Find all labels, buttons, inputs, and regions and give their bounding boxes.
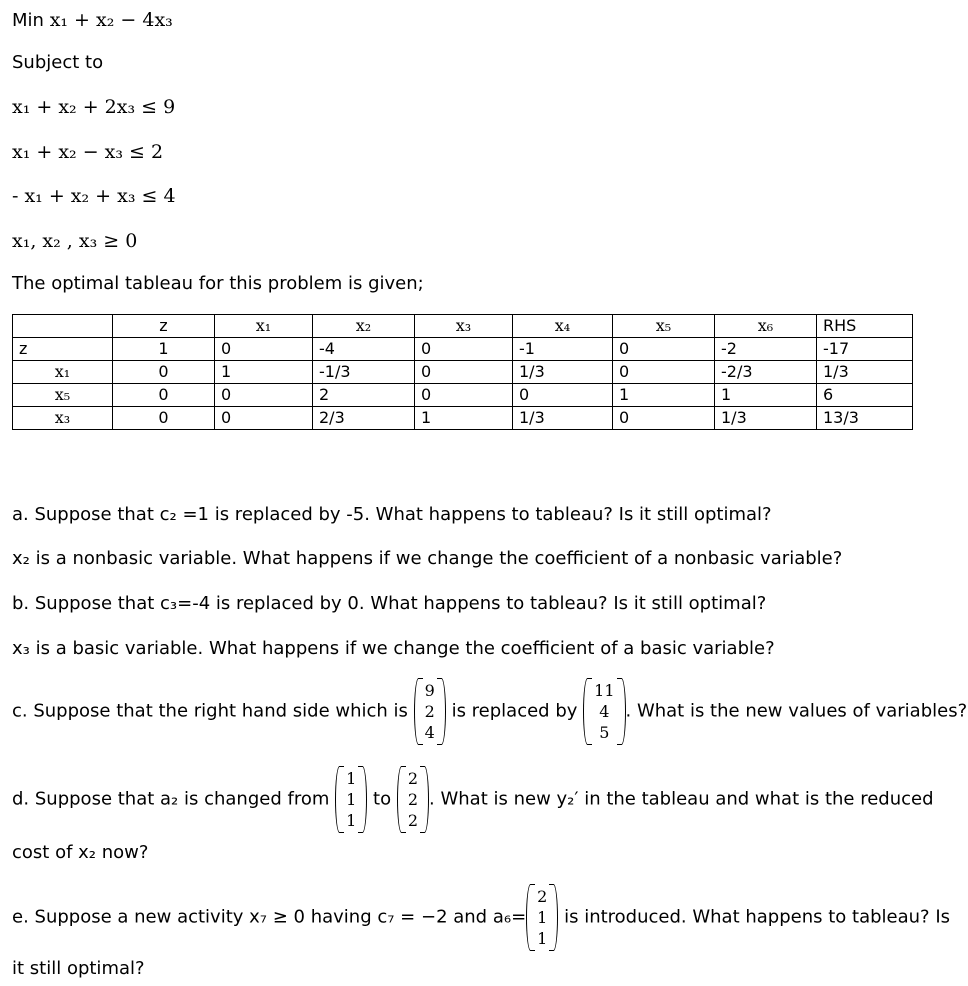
cell: 1/3 (513, 407, 613, 430)
cell: 0 (613, 407, 715, 430)
a2-vector-old (335, 768, 367, 831)
cell: 0 (215, 384, 313, 407)
row-label: x₁ (13, 361, 113, 384)
constraint-3: - x₁ + x₂ + x₃ ≤ 4 (12, 185, 176, 207)
vector-entry: 5 (599, 723, 610, 742)
table-row (13, 384, 913, 407)
cell: 0 (215, 338, 313, 361)
tableau-header-row (13, 315, 913, 338)
cell: -1/3 (313, 361, 415, 384)
rhs-vector-old (414, 680, 446, 743)
cell: 1 (113, 338, 215, 361)
header-cell: RHS (817, 315, 913, 338)
cell: 1 (415, 407, 513, 430)
question-d-line2: cost of x₂ now? (12, 842, 149, 863)
question-c-text-end: . What is the new values of variables? (625, 700, 968, 722)
cell: 0 (415, 338, 513, 361)
cell: 0 (613, 338, 715, 361)
cell: -1 (513, 338, 613, 361)
vector-entry: 1 (346, 811, 357, 830)
header-cell: x₆ (715, 315, 817, 338)
constraint-1: x₁ + x₂ + 2x₃ ≤ 9 (12, 96, 176, 118)
objective-expression: x₁ + x₂ − 4x₃ (49, 9, 173, 31)
cell: -2 (715, 338, 817, 361)
cell: 2/3 (313, 407, 415, 430)
vector-entry: 1 (537, 908, 548, 927)
question-c (12, 680, 967, 743)
question-d (12, 768, 934, 831)
cell: 2 (313, 384, 415, 407)
question-a-note: x₂ is a nonbasic variable. What happens if we change the coefficient of a nonbasic variable? (12, 548, 843, 569)
header-cell: z (113, 315, 215, 338)
vector-entry: 4 (599, 702, 610, 721)
objective-prefix: Min (12, 10, 44, 31)
table-row (13, 361, 913, 384)
cell: 1 (613, 384, 715, 407)
header-cell: x₂ (313, 315, 415, 338)
question-b: b. Suppose that c₃=-4 is replaced by 0. What happens to tableau? Is it still optimal? (12, 593, 767, 614)
a2-vector-new (397, 768, 429, 831)
vector-entry: 1 (346, 769, 357, 788)
row-label: x₃ (13, 407, 113, 430)
vector-entry: 2 (407, 811, 419, 830)
cell: 0 (513, 384, 613, 407)
cell: 0 (415, 384, 513, 407)
question-d-text-end: . What is new y₂′ in the tableau and what is the reduced (429, 788, 934, 810)
question-e-text-start: e. Suppose a new activity x₇ ≥ 0 having c₇ = −2 and a₆= (12, 906, 527, 928)
cell: 0 (415, 361, 513, 384)
cell: 1 (215, 361, 313, 384)
rhs-vector-new (583, 680, 625, 743)
question-d-text-mid: to (373, 788, 392, 810)
cell: 1/3 (513, 361, 613, 384)
cell: 1/3 (817, 361, 913, 384)
constraint-2: x₁ + x₂ − x₃ ≤ 2 (12, 141, 164, 163)
objective-line (12, 8, 173, 33)
header-cell: x₃ (415, 315, 513, 338)
cell: 0 (613, 361, 715, 384)
cell: 0 (113, 384, 215, 407)
cell: -17 (817, 338, 913, 361)
question-c-text-start: c. Suppose that the right hand side which is (12, 700, 408, 722)
question-e (12, 886, 950, 949)
tableau-intro: The optimal tableau for this problem is given; (12, 273, 424, 294)
question-a: a. Suppose that c₂ =1 is replaced by -5. What happens to tableau? Is it still optimal? (12, 504, 772, 525)
cell: -4 (313, 338, 415, 361)
cell: 13/3 (817, 407, 913, 430)
cell: 1 (715, 384, 817, 407)
table-row (13, 338, 913, 361)
question-c-text-mid: is replaced by (451, 700, 578, 722)
cell: 0 (215, 407, 313, 430)
vector-entry: 2 (407, 769, 419, 788)
cell: 0 (113, 407, 215, 430)
header-cell: x₄ (513, 315, 613, 338)
vector-entry: 1 (537, 929, 548, 948)
question-d-text-start: d. Suppose that a₂ is changed from (12, 788, 330, 810)
header-cell: x₅ (613, 315, 715, 338)
cell: 0 (113, 361, 215, 384)
question-b-note: x₃ is a basic variable. What happens if we change the coefficient of a basic variable? (12, 638, 775, 659)
subject-to-label: Subject to (12, 52, 104, 73)
a6-vector (526, 886, 558, 949)
cell: 6 (817, 384, 913, 407)
vector-entry: 9 (424, 681, 435, 700)
header-cell: x₁ (215, 315, 313, 338)
vector-entry: 2 (537, 887, 548, 906)
vector-entry: 2 (407, 790, 419, 809)
header-cell (13, 315, 113, 338)
nonnegativity-constraint: x₁, x₂ , x₃ ≥ 0 (12, 230, 138, 252)
vector-entry: 11 (594, 681, 615, 700)
cell: 1/3 (715, 407, 817, 430)
table-row (13, 407, 913, 430)
question-e-text-end: is introduced. What happens to tableau? Is (564, 906, 951, 928)
question-e-line2: it still optimal? (12, 958, 145, 979)
vector-entry: 2 (424, 702, 435, 721)
vector-entry: 1 (346, 790, 357, 809)
optimal-tableau (12, 314, 913, 430)
vector-entry: 4 (424, 723, 435, 742)
row-label: z (13, 338, 113, 361)
cell: -2/3 (715, 361, 817, 384)
row-label: x₅ (13, 384, 113, 407)
